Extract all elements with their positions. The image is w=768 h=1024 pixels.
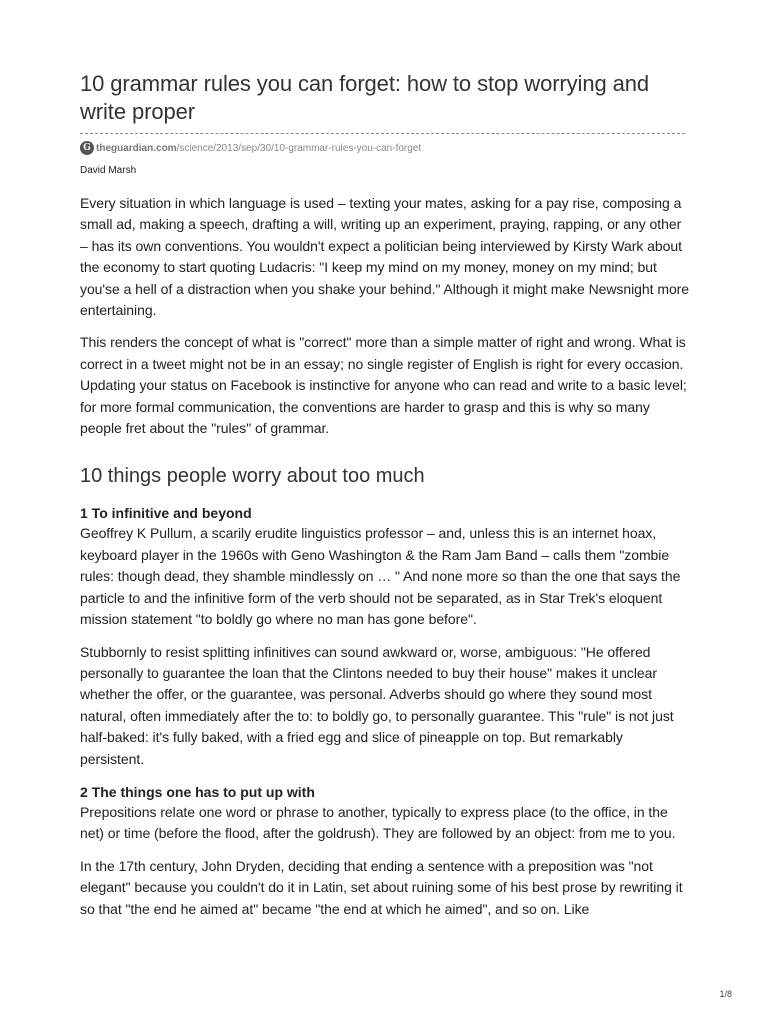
author-name: David Marsh xyxy=(80,165,137,176)
page-indicator: 1/8 xyxy=(719,989,732,999)
article-title: 10 grammar rules you can forget: how to stop worrying and write proper xyxy=(80,71,650,124)
article-page xyxy=(80,70,690,920)
intro-paragraph: This renders the concept of what is "correct" more than a simple matter of right and wrong. What is correct in a tweet might not be in an essay; no single register of English is right for every occasion. Updating your status on Facebook is instinctive for anyone who can read and write to a basic level; for more formal communication, the conventions are harder to grasp and this is why so many people fret about the "rules" of grammar. xyxy=(80,334,687,437)
item-paragraph: In the 17th century, John Dryden, deciding that ending a sentence with a preposition was "not elegant" because you couldn't do it in Latin, set about ruining some of his best prose by rewriting it so that "the end he aimed at" became "the end at which he aimed", and so on. Like xyxy=(80,857,683,917)
item-heading: 1 To infinitive and beyond xyxy=(80,505,252,522)
item-paragraph: Prepositions relate one word or phrase to another, typically to express place (to the office, in the net) or time (before the flood, after the goldrush). They are followed by an object: from me to you. xyxy=(80,803,676,842)
guardian-logo-icon: G xyxy=(80,141,94,155)
item-paragraph: Stubbornly to resist splitting infinitives can sound awkward or, worse, ambiguous: "He offered personally to guarantee the loan that the Clintons needed to buy their house" makes it unclear whether the offer, or the guarantee, was personal. Adverbs should go where they sound most natural, often immediately after the to: to boldly go, to personally guarantee. This "rule" is not just half-baked: it's fully baked, with a fried egg and slice of pineapple on top. But remarkably persistent. xyxy=(80,643,674,767)
source-domain[interactable]: theguardian.com xyxy=(96,142,177,154)
item-heading: 2 The things one has to put up with xyxy=(80,783,315,800)
item-paragraph: Geoffrey K Pullum, a scarily erudite linguistics professor – and, unless this is an internet hoax, keyboard player in the 1960s with Geno Washington & the Ram Jam Band – calls them "zombie rules: though dead, they shamble mindlessly on … " And none more so than the one that says the particle to and the infinitive form of the verb should not be separated, as in Star Trek's eloquent mission statement "to boldly go where no man has gone before". xyxy=(80,525,681,628)
intro-paragraph: Every situation in which language is used – texting your mates, asking for a pay rise, composing a small ad, making a speech, drafting a will, writing up an experiment, praying, rapping, or any other – has its own conventions. You wouldn't expect a politician being interviewed by Kirsty Wark about the economy to start quoting Ludacris: "I keep my mind on my money, money on my mind; but you'se a hell of a distraction when you shake your behind." Although it might make Newsnight more entertaining. xyxy=(80,195,690,319)
section-heading: 10 things people worry about too much xyxy=(80,465,425,488)
source-path[interactable]: /science/2013/sep/30/10-grammar-rules-you-can-forget xyxy=(176,142,422,154)
title-divider xyxy=(80,133,685,134)
source-line xyxy=(80,140,690,156)
